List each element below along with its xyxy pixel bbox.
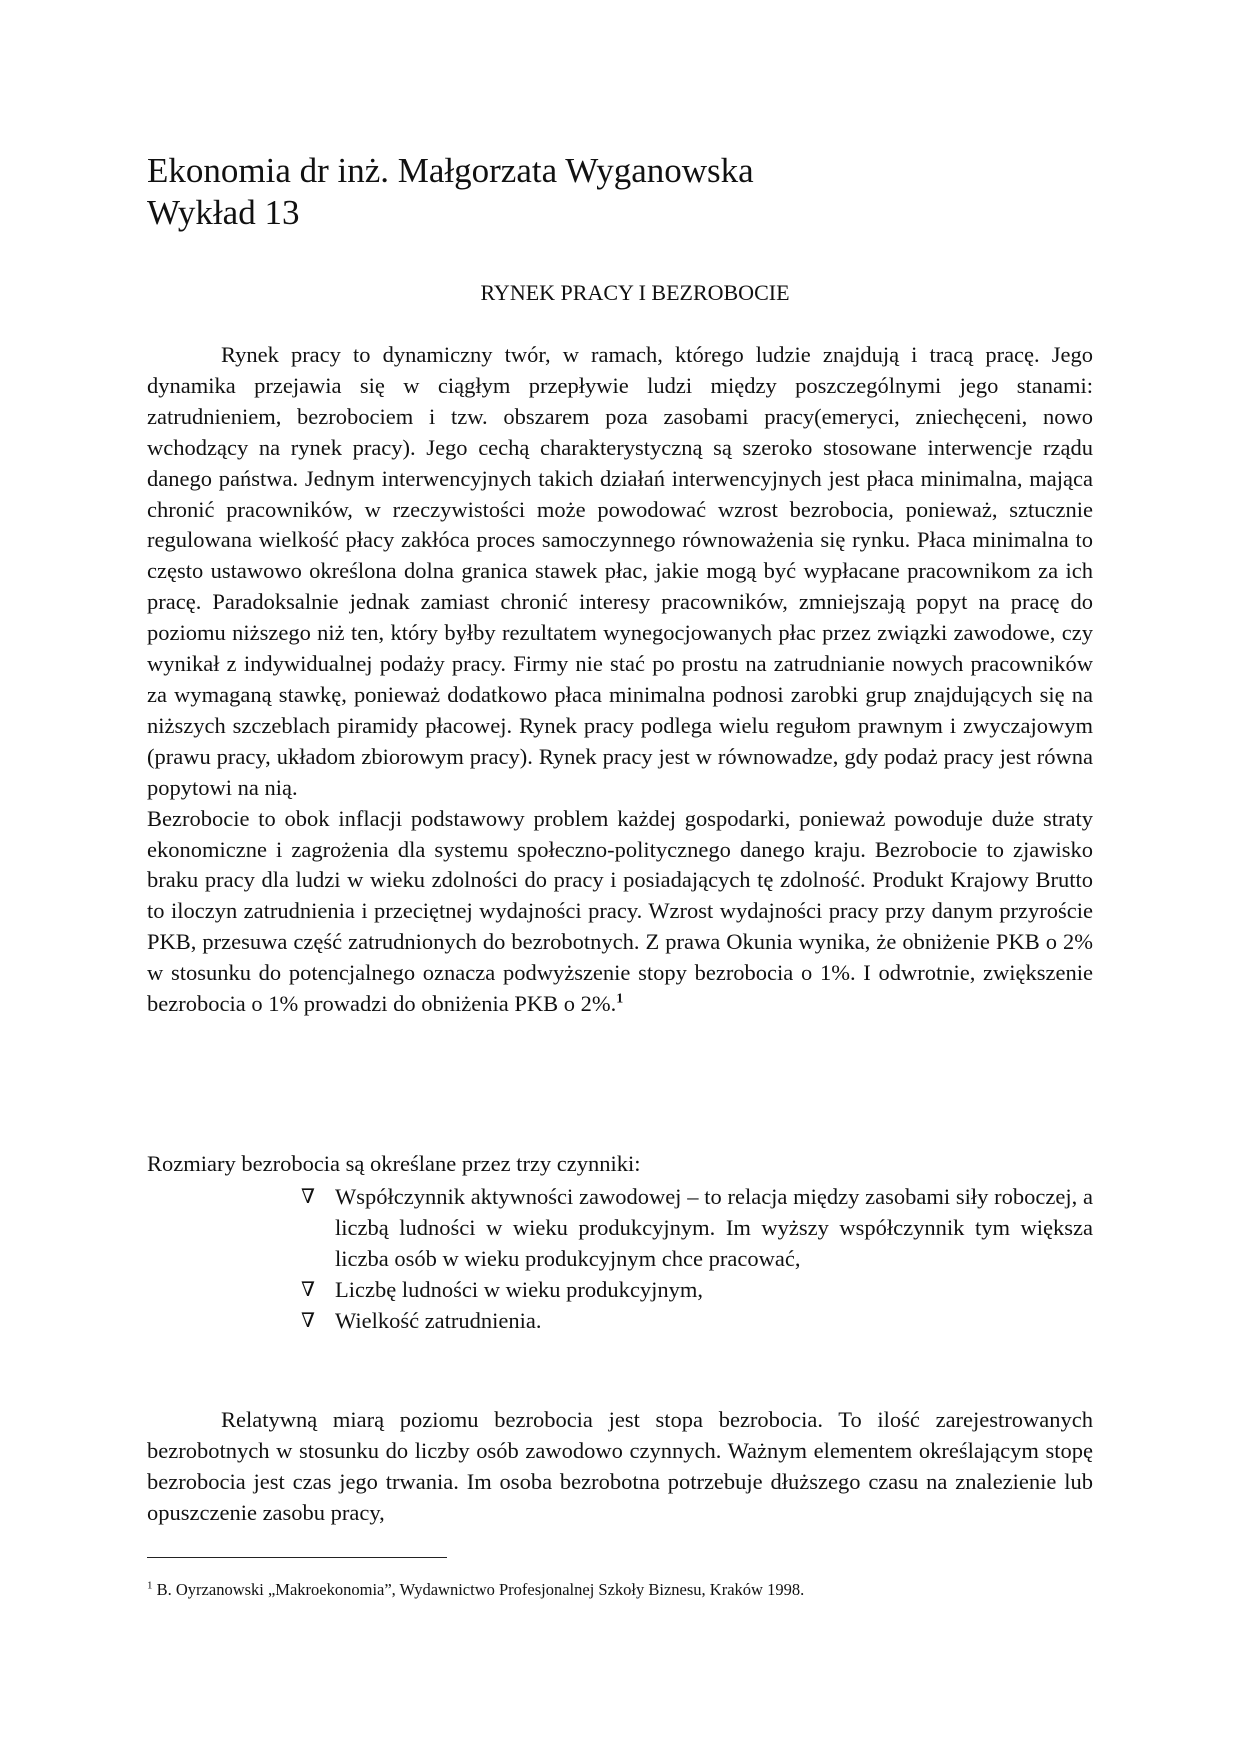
paragraph-unemployment (147, 804, 1093, 1020)
paragraph-labor-market: Rynek pracy to dynamiczny twór, w ramach, którego ludzie znajdują i tracą pracę. Jego dynamika przejawia się w ciągłym przepływie ludzi między poszczególnymi jego stanami: zatrudnieniem, bezrobociem i tzw. obszarem poza zasobami pracy(emeryci, zniechęceni, nowo wchodzący na rynek pracy). Jego cechą charakterystyczną są szeroko stosowane interwencje rządu danego państwa. Jednym interwencyjnych takich działań interwencyjnych jest płaca minimalna, mająca chronić pracowników, w rzeczywistości może powodować wzrost bezrobocia, ponieważ, sztucznie regulowana wielkość płacy zakłóca proces samoczynnego równoważenia się rynku. Płaca minimalna to często ustawowo określona dolna granica stawek płac, jakie mogą być wypłacane pracownikom za ich pracę. Paradoksalnie jednak zamiast chronić interesy pracowników, zmniejszają popyt na pracę do poziomu niższego niż ten, który byłby rezultatem wynegocjowanych płac przez związki zawodowe, czy wynikał z indywidualnej podaży pracy. Firmy nie stać po prostu na zatrudnianie nowych pracowników za wymaganą stawkę, ponieważ dodatkowo płaca minimalna podnosi zarobki grup znajdujących się na niższych szczeblach piramidy płacowej. Rynek pracy podlega wielu regułom prawnym i zwyczajowym (prawu pracy, układom zbiorowym pracy). Rynek pracy jest w równowadze, gdy podaż pracy jest równa popytowi na nią. (147, 342, 1093, 800)
list-item (301, 1306, 1093, 1337)
list-item-text: Liczbę ludności w wieku produkcyjnym, (335, 1276, 704, 1302)
triangle-bullet-icon: ∇ (301, 1309, 315, 1332)
factors-section (147, 1149, 1093, 1336)
footnote-divider (147, 1557, 447, 1558)
unemployment-rate-section (147, 1405, 1093, 1529)
paragraph-unemployment-text: Bezrobocie to obok inflacji podstawowy problem każdej gospodarki, ponieważ powoduje duże straty ekonomiczne i zagrożenia dla systemu społeczno-politycznego danego kraju. Bezrobocie to zjawisko braku pracy dla ludzi w wieku zdolności do pracy i posiadających tę zdolność. Produkt Krajowy Brutto to iloczyn zatrudnienia i przeciętnej wydajności pracy. Wzrost wydajności pracy przy danym przyroście PKB, przesuwa część zatrudnionych do bezrobotnych. Z prawa Okunia wynika, że obniżenie PKB o 2% w stosunku do potencjalnego oznacza podwyższenie stopy bezrobocia o 1%. I odwrotnie, zwiększenie bezrobocia o 1% prowadzi do obniżenia PKB o 2%. (147, 805, 1093, 1017)
list-item-text: Współczynnik aktywności zawodowej – to relacja między zasobami siły roboczej, a liczbą ludności w wieku produkcyjnym. Im wyższy współczynnik tym większa liczba osób w wieku produkcyjnym chce pracować, (335, 1183, 1093, 1271)
main-text-block (147, 340, 1093, 1020)
footnote-reference[interactable]: 1 (616, 991, 624, 1007)
footnote-text: B. Oyrzanowski „Makroekonomia”, Wydawnictwo Profesjonalnej Szkoły Biznesu, Kraków 1998. (156, 1580, 805, 1599)
factors-lead: Rozmiary bezrobocia są określane przez trzy czynniki: (147, 1151, 641, 1176)
footnote (147, 1579, 1093, 1601)
footnote-marker: 1 (147, 1579, 153, 1592)
list-item (301, 1182, 1093, 1275)
factors-list (147, 1182, 1093, 1337)
header-lecture-number: Wykład 13 (147, 193, 300, 232)
document-header (147, 150, 754, 234)
paragraph-unemployment-rate: Relatywną miarą poziomu bezrobocia jest stopa bezrobocia. To ilość zarejestrowanych bezrobotnych w stosunku do liczby osób zawodowo czynnych. Ważnym elementem określającym stopę bezrobocia jest czas jego trwania. Im osoba bezrobotna potrzebuje dłuższego czasu na znalezienie lub opuszczenie zasobu pracy, (147, 1407, 1093, 1525)
header-course-author: Ekonomia dr inż. Małgorzata Wyganowska (147, 151, 754, 190)
triangle-bullet-icon: ∇ (301, 1185, 315, 1208)
list-item-text: Wielkość zatrudnienia. (335, 1307, 542, 1333)
triangle-bullet-icon: ∇ (301, 1278, 315, 1301)
list-item (301, 1275, 1093, 1306)
section-title: RYNEK PRACY I BEZROBOCIE (480, 280, 790, 305)
